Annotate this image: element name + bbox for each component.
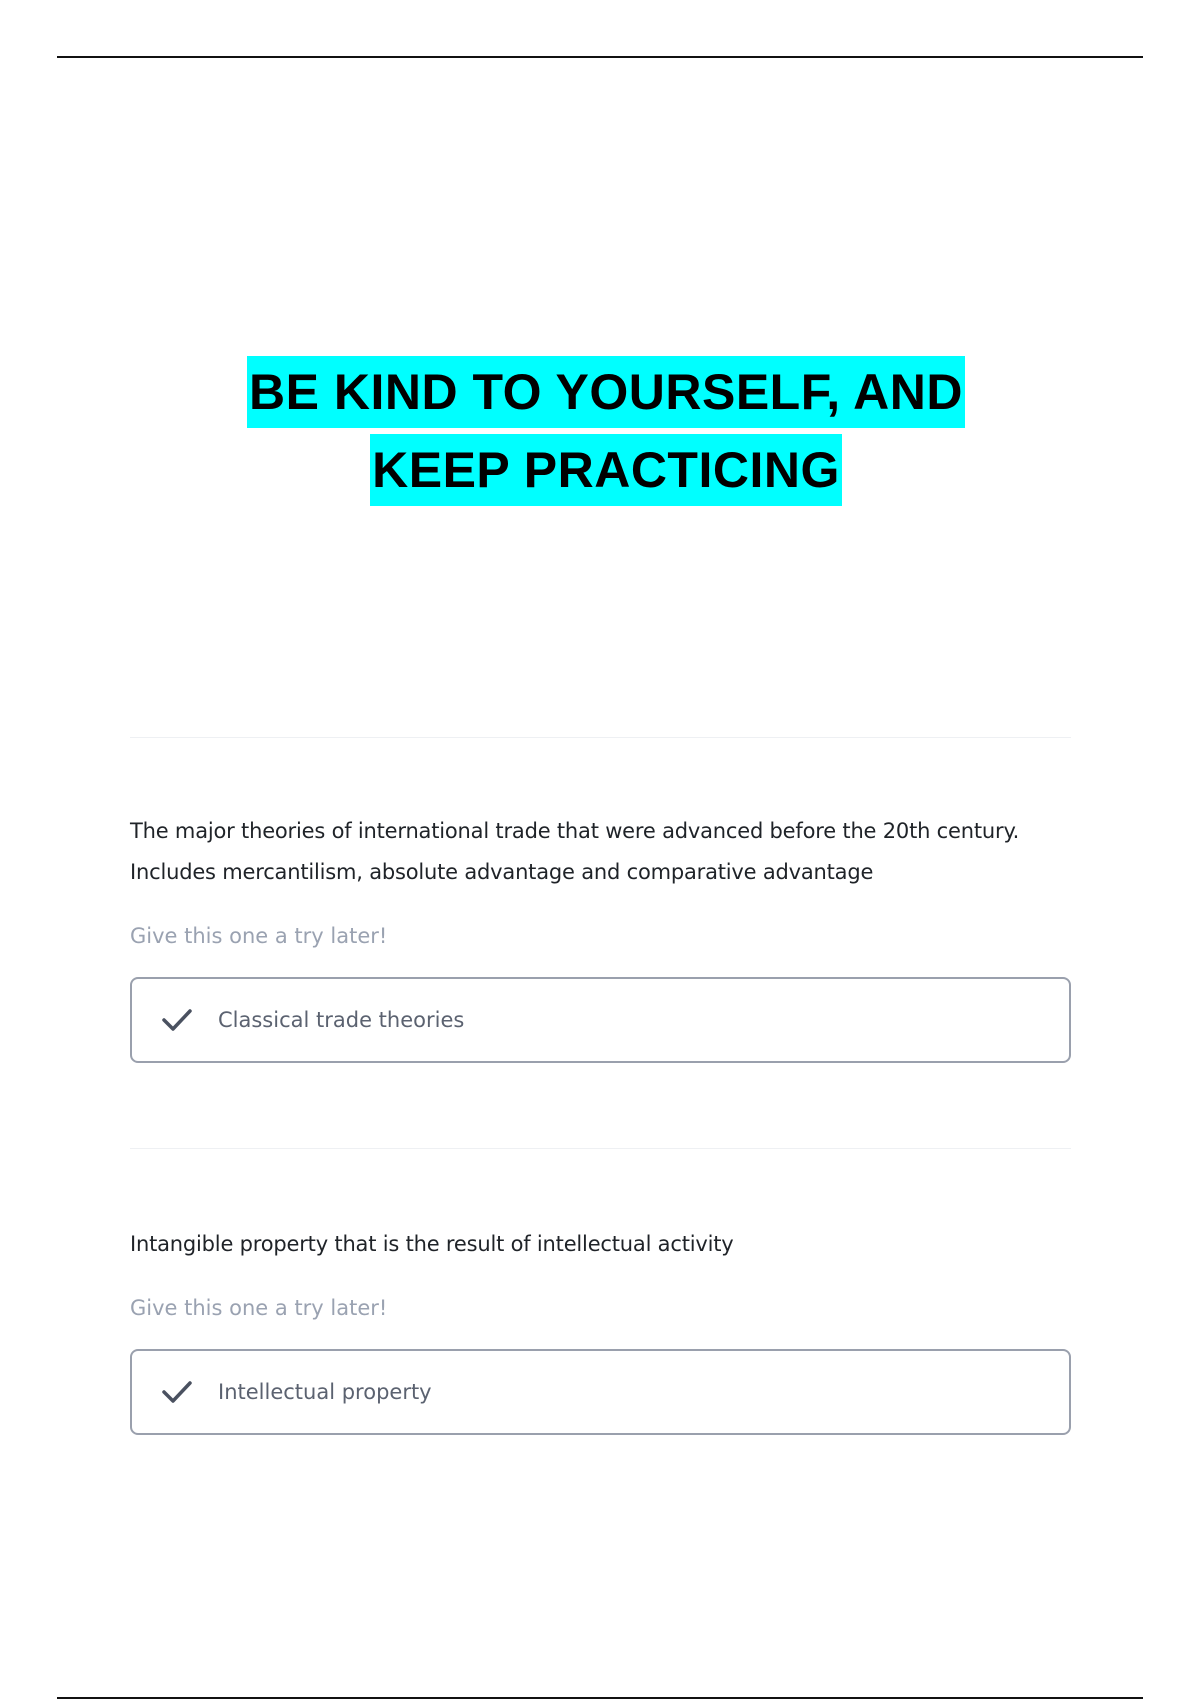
motivation-banner: [0, 356, 1200, 506]
hint-text: Give this one a try later!: [130, 1296, 388, 1320]
section-divider: [130, 1148, 1071, 1149]
section-divider: [130, 737, 1071, 738]
answer-option[interactable]: [130, 977, 1071, 1063]
flashcard: [130, 811, 1071, 1063]
flashcard: [130, 1224, 1071, 1435]
check-icon: [160, 1375, 194, 1409]
question-line: Intangible property that is the result of intellectual activity: [130, 1232, 734, 1256]
answer-option[interactable]: [130, 1349, 1071, 1435]
banner-line-2: KEEP PRACTICING: [370, 434, 842, 506]
top-rule: [57, 56, 1143, 58]
bottom-rule: [57, 1697, 1143, 1699]
answer-text: Classical trade theories: [218, 1008, 465, 1032]
question-line: The major theories of international trade that were advanced before the 20th century.: [130, 819, 1020, 843]
question-line: Includes mercantilism, absolute advantage and comparative advantage: [130, 860, 874, 884]
question-text: [130, 1224, 1071, 1265]
question-text: [130, 811, 1071, 893]
answer-text: Intellectual property: [218, 1380, 432, 1404]
hint-text: Give this one a try later!: [130, 924, 388, 948]
banner-line-1: BE KIND TO YOURSELF, AND: [247, 356, 965, 428]
check-icon: [160, 1003, 194, 1037]
